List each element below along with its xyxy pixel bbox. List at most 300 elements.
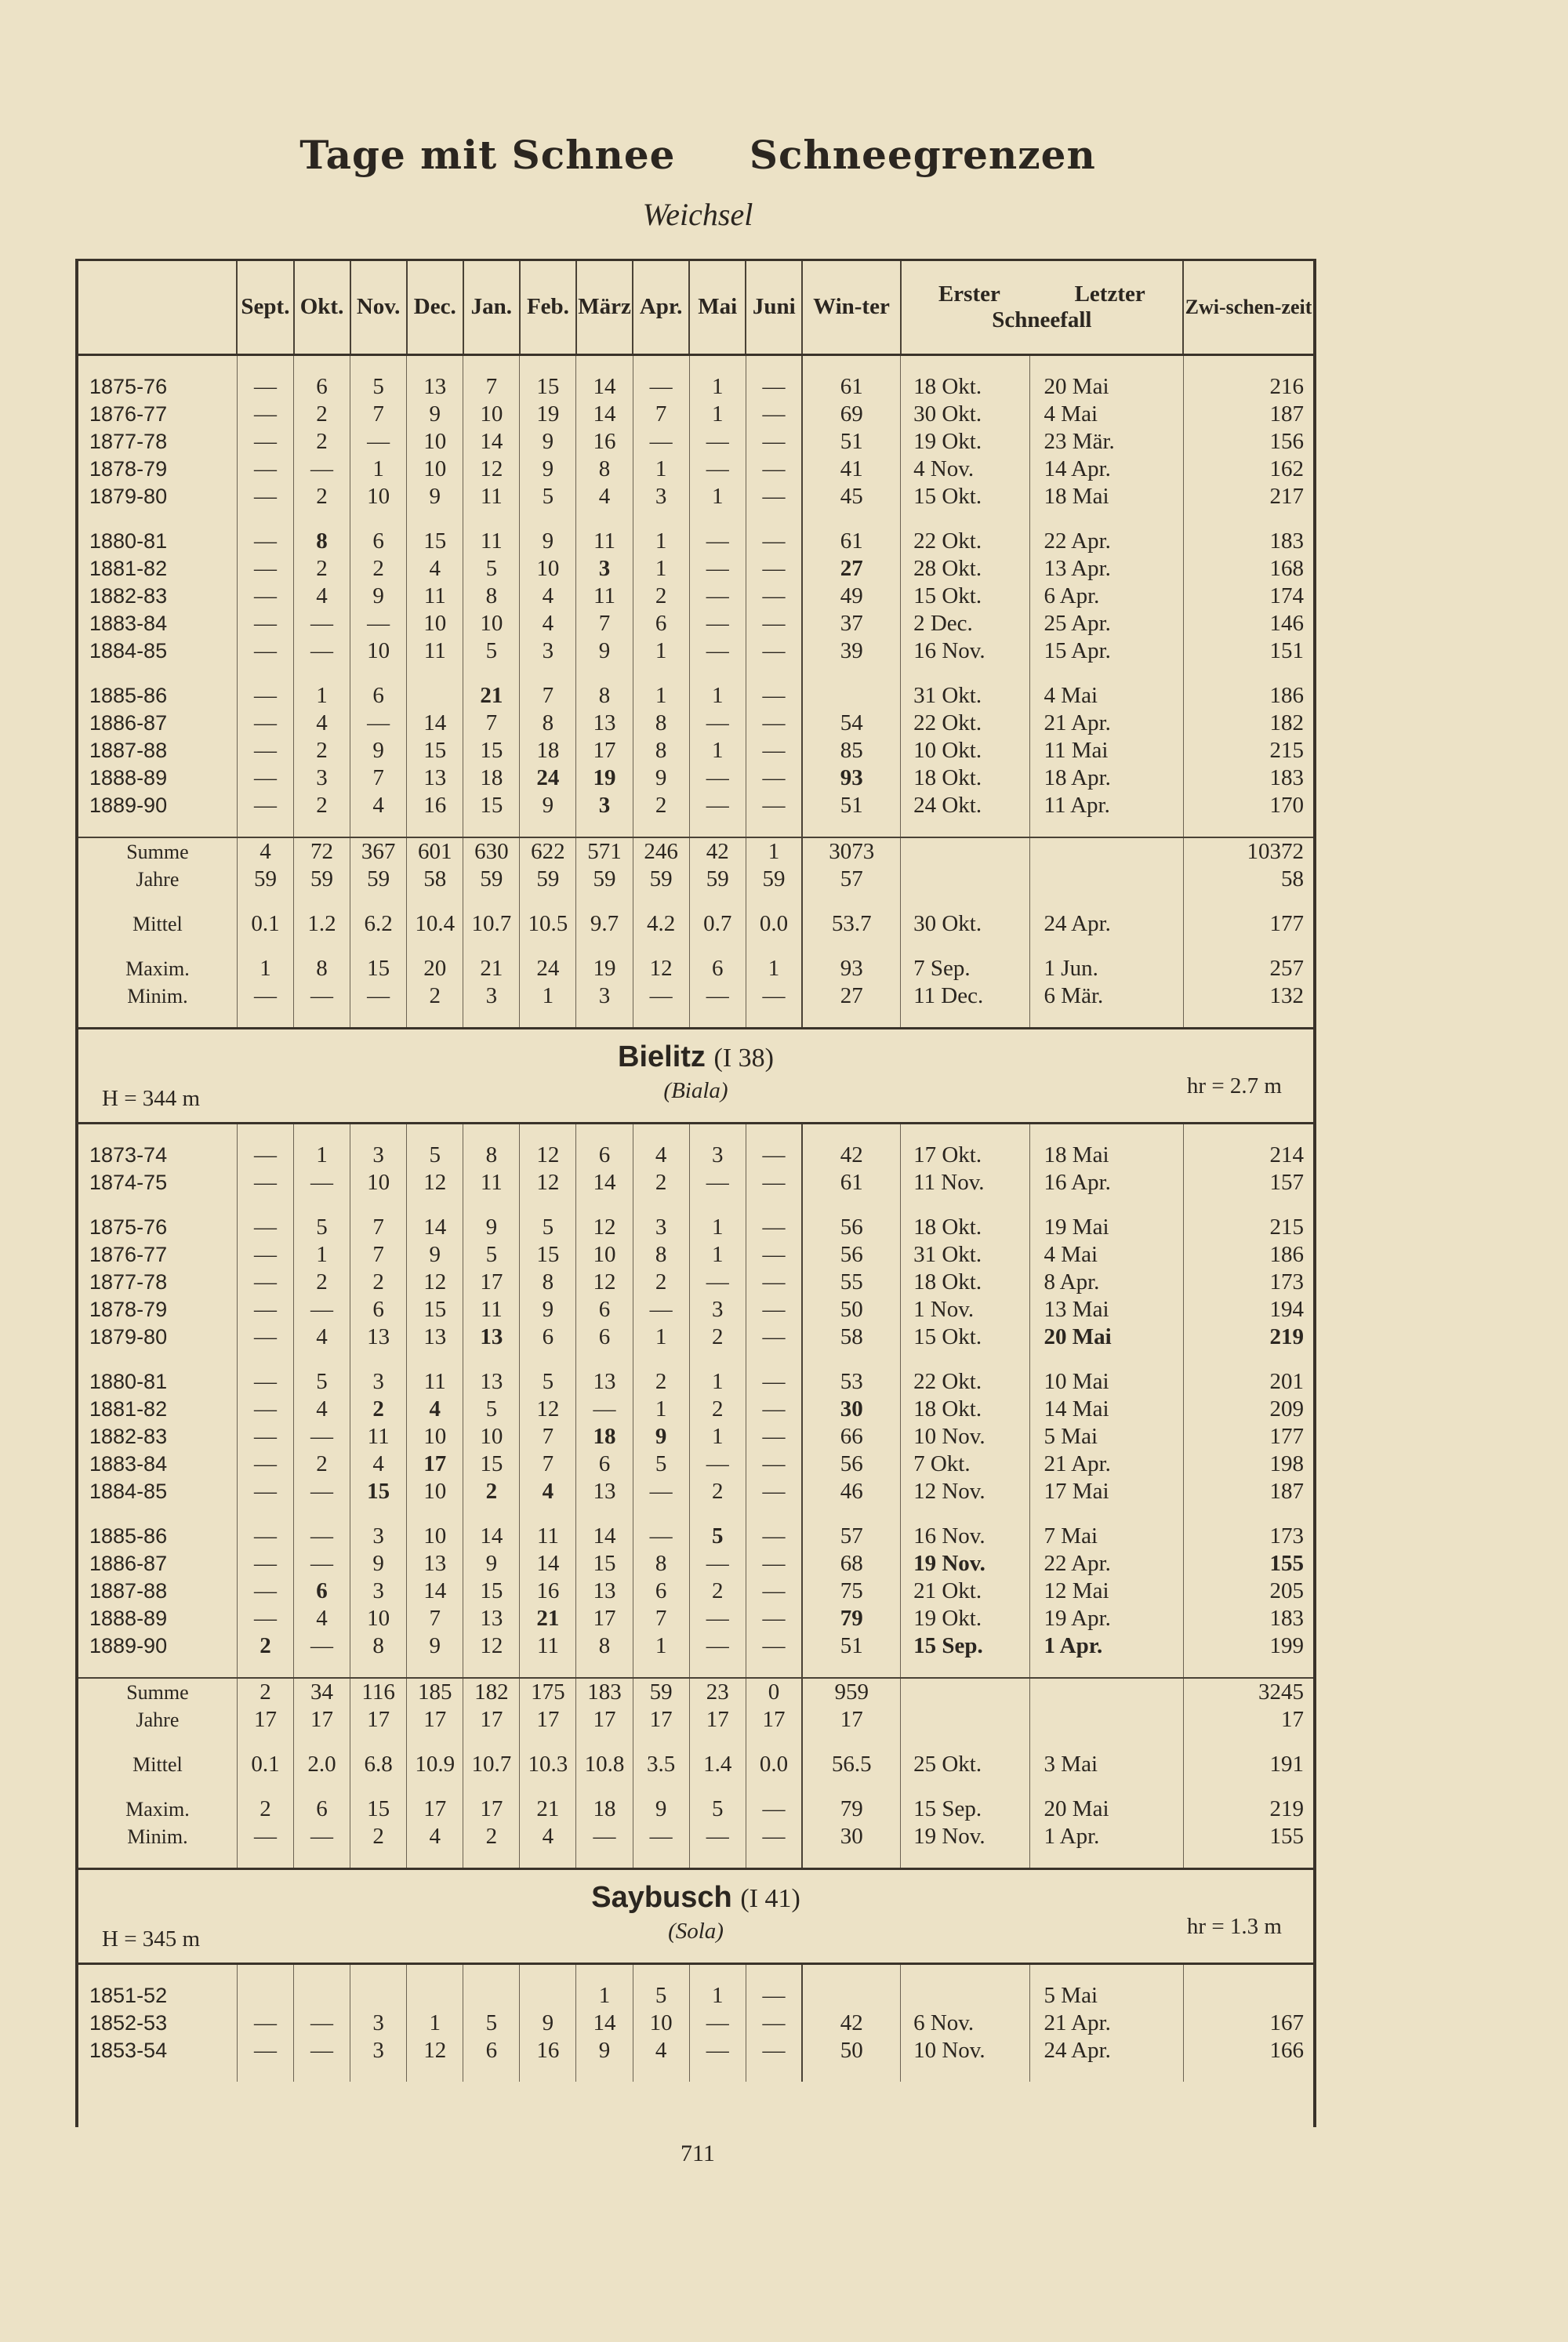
winter-total-cell: 53 bbox=[802, 1368, 900, 1396]
month-cell: 15 bbox=[407, 528, 463, 555]
month-cell: — bbox=[237, 610, 293, 637]
month-cell: 10 bbox=[463, 401, 520, 428]
station-river: (Biala) bbox=[663, 1078, 728, 1103]
month-cell: 21 bbox=[463, 955, 520, 982]
year-label: 1887-88 bbox=[89, 1579, 168, 1603]
month-cell: — bbox=[237, 1368, 293, 1396]
month-cell: 1 bbox=[633, 682, 689, 710]
month-cell: 19 bbox=[520, 401, 576, 428]
month-cell: 10 bbox=[576, 1241, 633, 1269]
winter-total-cell: 46 bbox=[802, 1478, 900, 1505]
month-cell: — bbox=[746, 1632, 802, 1660]
month-cell: 1 bbox=[294, 1142, 350, 1169]
month-cell: — bbox=[237, 401, 293, 428]
month-cell: 7 bbox=[350, 764, 407, 792]
summary-label: Summe bbox=[78, 837, 237, 866]
month-cell: 13 bbox=[576, 1368, 633, 1396]
year-label: 1875-76 bbox=[89, 375, 168, 398]
month-cell: 8 bbox=[633, 1550, 689, 1578]
month-cell: 2 bbox=[350, 1823, 407, 1850]
header-month: Mai bbox=[689, 261, 746, 355]
month-cell: — bbox=[689, 528, 746, 555]
summary-row bbox=[78, 1823, 1313, 1850]
month-cell: 3 bbox=[350, 1523, 407, 1550]
first-snowfall-cell: 22 Okt. bbox=[901, 528, 1029, 555]
month-cell: — bbox=[237, 737, 293, 764]
last-snowfall-cell: 24 Apr. bbox=[1029, 910, 1183, 938]
last-snowfall-cell: 20 Mai bbox=[1029, 373, 1183, 401]
month-cell: 2 bbox=[689, 1324, 746, 1351]
month-cell: 11 bbox=[576, 583, 633, 610]
month-cell: 13 bbox=[407, 764, 463, 792]
month-cell: 5 bbox=[407, 1142, 463, 1169]
summary-row bbox=[78, 955, 1313, 982]
interval-cell: 17 bbox=[1183, 1706, 1313, 1734]
month-cell: — bbox=[746, 1423, 802, 1451]
month-cell: 10 bbox=[350, 637, 407, 665]
month-cell: 13 bbox=[463, 1368, 520, 1396]
month-cell: 9 bbox=[407, 401, 463, 428]
summary-label: Mittel bbox=[132, 912, 183, 935]
month-cell: 3 bbox=[633, 483, 689, 510]
month-cell: 1 bbox=[689, 1214, 746, 1241]
last-snowfall-cell: 6 Mär. bbox=[1029, 982, 1183, 1010]
last-snowfall-cell: 20 Mai bbox=[1029, 1796, 1183, 1823]
month-cell: — bbox=[746, 637, 802, 665]
month-cell: 246 bbox=[633, 837, 689, 866]
winter-total-cell: 17 bbox=[802, 1706, 900, 1734]
month-cell: 571 bbox=[576, 837, 633, 866]
interval-cell: 257 bbox=[1183, 955, 1313, 982]
month-cell: 4 bbox=[633, 1142, 689, 1169]
month-cell: 12 bbox=[407, 1269, 463, 1296]
month-cell: 19 bbox=[576, 764, 633, 792]
month-cell: — bbox=[350, 428, 407, 456]
month-cell: 5 bbox=[633, 1451, 689, 1478]
month-cell: 9 bbox=[407, 1632, 463, 1660]
header-month: Feb. bbox=[520, 261, 576, 355]
month-cell: 6 bbox=[294, 1578, 350, 1605]
month-cell: 1.2 bbox=[294, 910, 350, 938]
station-title: Saybusch bbox=[591, 1881, 732, 1914]
month-cell: 9 bbox=[350, 1550, 407, 1578]
month-cell: 7 bbox=[520, 1423, 576, 1451]
month-cell: 3 bbox=[463, 982, 520, 1010]
interval-cell: 173 bbox=[1183, 1269, 1313, 1296]
first-snowfall-cell: 7 Sep. bbox=[901, 955, 1029, 982]
month-cell: — bbox=[746, 1169, 802, 1196]
interval-cell: 215 bbox=[1183, 737, 1313, 764]
month-cell: — bbox=[746, 737, 802, 764]
month-cell: 6.8 bbox=[350, 1751, 407, 1778]
month-cell: 1 bbox=[689, 737, 746, 764]
winter-total-cell: 41 bbox=[802, 456, 900, 483]
month-cell: 8 bbox=[576, 456, 633, 483]
interval-cell: 219 bbox=[1183, 1324, 1313, 1351]
month-cell: 24 bbox=[520, 955, 576, 982]
year-label: 1886-87 bbox=[89, 1552, 168, 1575]
month-cell: — bbox=[689, 610, 746, 637]
interval-cell: 155 bbox=[1183, 1823, 1313, 1850]
first-snowfall-cell: 10 Nov. bbox=[901, 2037, 1029, 2064]
month-cell: — bbox=[350, 982, 407, 1010]
page-title bbox=[0, 132, 1396, 178]
month-cell: 9 bbox=[350, 737, 407, 764]
month-cell: 1 bbox=[689, 483, 746, 510]
month-cell bbox=[237, 1982, 293, 2010]
winter-total-cell: 75 bbox=[802, 1578, 900, 1605]
month-cell: 23 bbox=[689, 1678, 746, 1706]
month-cell: 13 bbox=[407, 1324, 463, 1351]
month-cell: — bbox=[746, 1241, 802, 1269]
interval-cell: 167 bbox=[1183, 2010, 1313, 2037]
table-row bbox=[78, 637, 1313, 665]
month-cell: 4 bbox=[237, 837, 293, 866]
month-cell: — bbox=[746, 583, 802, 610]
header-erster-label: Erster bbox=[938, 281, 1000, 307]
interval-cell: 132 bbox=[1183, 982, 1313, 1010]
month-cell: 2.0 bbox=[294, 1751, 350, 1778]
table-row bbox=[78, 1241, 1313, 1269]
month-cell: — bbox=[633, 1823, 689, 1850]
month-cell: 4 bbox=[633, 2037, 689, 2064]
month-cell: — bbox=[689, 637, 746, 665]
month-cell: 9 bbox=[520, 428, 576, 456]
month-cell: 14 bbox=[520, 1550, 576, 1578]
winter-total-cell: 79 bbox=[802, 1605, 900, 1632]
title-days-with-snow: Tage mit Schnee bbox=[299, 132, 676, 178]
station-code: (I 41) bbox=[740, 1884, 800, 1913]
month-cell: 8 bbox=[576, 1632, 633, 1660]
last-snowfall-cell: 6 Apr. bbox=[1029, 583, 1183, 610]
table-row bbox=[78, 2037, 1313, 2064]
last-snowfall-cell: 19 Mai bbox=[1029, 1214, 1183, 1241]
month-cell: — bbox=[294, 637, 350, 665]
month-cell: 14 bbox=[407, 1214, 463, 1241]
summary-row bbox=[78, 982, 1313, 1010]
interval-cell: 191 bbox=[1183, 1751, 1313, 1778]
month-cell: 4 bbox=[407, 1396, 463, 1423]
month-cell: 6 bbox=[633, 1578, 689, 1605]
summary-label: Maxim. bbox=[125, 1797, 190, 1821]
last-snowfall-cell: 13 Mai bbox=[1029, 1296, 1183, 1324]
header-month: Nov. bbox=[350, 261, 407, 355]
month-cell: 18 bbox=[576, 1796, 633, 1823]
last-snowfall-cell: 3 Mai bbox=[1029, 1751, 1183, 1778]
year-label: 1884-85 bbox=[89, 639, 168, 663]
month-cell bbox=[520, 1982, 576, 2010]
month-cell: 15 bbox=[350, 955, 407, 982]
last-snowfall-cell: 10 Mai bbox=[1029, 1368, 1183, 1396]
month-cell: 17 bbox=[294, 1706, 350, 1734]
first-snowfall-cell: 1 Nov. bbox=[901, 1296, 1029, 1324]
summary-label: Mittel bbox=[132, 1752, 183, 1776]
month-cell: — bbox=[746, 1324, 802, 1351]
month-cell: 6 bbox=[350, 682, 407, 710]
first-snowfall-cell: 15 Okt. bbox=[901, 1324, 1029, 1351]
winter-total-cell: 42 bbox=[802, 1142, 900, 1169]
last-snowfall-cell: 1 Jun. bbox=[1029, 955, 1183, 982]
month-cell: — bbox=[237, 373, 293, 401]
winter-total-cell: 50 bbox=[802, 2037, 900, 2064]
month-cell: 1 bbox=[689, 682, 746, 710]
month-cell: 12 bbox=[520, 1169, 576, 1196]
header-month: Dec. bbox=[407, 261, 463, 355]
winter-total-cell: 51 bbox=[802, 428, 900, 456]
summary-row bbox=[78, 1678, 1313, 1706]
interval-cell: 151 bbox=[1183, 637, 1313, 665]
winter-total-cell: 30 bbox=[802, 1823, 900, 1850]
month-cell: 1 bbox=[633, 1324, 689, 1351]
first-snowfall-cell: 19 Okt. bbox=[901, 1605, 1029, 1632]
month-cell: — bbox=[689, 2037, 746, 2064]
first-snowfall-cell: 19 Nov. bbox=[901, 1823, 1029, 1850]
interval-cell: 157 bbox=[1183, 1169, 1313, 1196]
first-snowfall-cell: 19 Okt. bbox=[901, 428, 1029, 456]
interval-cell: 177 bbox=[1183, 1423, 1313, 1451]
station-river: (Sola) bbox=[668, 1919, 724, 1944]
month-cell: 11 bbox=[407, 1368, 463, 1396]
snow-data-table bbox=[78, 1124, 1313, 1868]
table-row bbox=[78, 1169, 1313, 1196]
month-cell: — bbox=[294, 1523, 350, 1550]
interval-cell: 173 bbox=[1183, 1523, 1313, 1550]
column-header-row bbox=[78, 261, 1313, 355]
month-cell: 10 bbox=[407, 1423, 463, 1451]
last-snowfall-cell: 18 Mai bbox=[1029, 483, 1183, 510]
month-cell: 3 bbox=[294, 764, 350, 792]
year-label: 1852-53 bbox=[89, 2011, 168, 2035]
month-cell: — bbox=[237, 2010, 293, 2037]
table-row bbox=[78, 1269, 1313, 1296]
summary-row bbox=[78, 1796, 1313, 1823]
summary-label: Minim. bbox=[127, 984, 188, 1008]
year-label: 1879-80 bbox=[89, 1325, 168, 1349]
last-snowfall-cell: 4 Mai bbox=[1029, 1241, 1183, 1269]
month-cell: 0.0 bbox=[746, 910, 802, 938]
month-cell: — bbox=[746, 1550, 802, 1578]
month-cell: — bbox=[237, 1296, 293, 1324]
month-cell: 59 bbox=[520, 866, 576, 893]
month-cell: 5 bbox=[350, 373, 407, 401]
month-cell: 11 bbox=[407, 637, 463, 665]
month-cell: — bbox=[746, 2037, 802, 2064]
first-snowfall-cell: 15 Sep. bbox=[901, 1632, 1029, 1660]
month-cell: 2 bbox=[294, 401, 350, 428]
month-cell: — bbox=[237, 528, 293, 555]
month-cell: 59 bbox=[463, 866, 520, 893]
interval-cell: 156 bbox=[1183, 428, 1313, 456]
interval-cell: 201 bbox=[1183, 1368, 1313, 1396]
summary-label: Jahre bbox=[136, 867, 180, 891]
month-cell: 14 bbox=[407, 1578, 463, 1605]
month-cell: — bbox=[746, 610, 802, 637]
month-cell: 14 bbox=[576, 2010, 633, 2037]
month-cell: 1 bbox=[689, 1423, 746, 1451]
month-cell: 24 bbox=[520, 764, 576, 792]
month-cell: 12 bbox=[407, 1169, 463, 1196]
month-cell: 14 bbox=[576, 1523, 633, 1550]
month-cell: 2 bbox=[350, 1269, 407, 1296]
month-cell: 17 bbox=[350, 1706, 407, 1734]
winter-total-cell: 68 bbox=[802, 1550, 900, 1578]
month-cell: 15 bbox=[350, 1478, 407, 1505]
month-cell: 9 bbox=[633, 764, 689, 792]
month-cell: — bbox=[237, 2037, 293, 2064]
first-snowfall-cell: 11 Dec. bbox=[901, 982, 1029, 1010]
month-cell: 14 bbox=[576, 373, 633, 401]
month-cell: 3 bbox=[576, 792, 633, 819]
month-cell bbox=[294, 1982, 350, 2010]
first-snowfall-cell: 6 Nov. bbox=[901, 2010, 1029, 2037]
month-cell: 10 bbox=[520, 555, 576, 583]
month-cell: — bbox=[689, 1823, 746, 1850]
month-cell: 0.7 bbox=[689, 910, 746, 938]
month-cell: 4 bbox=[350, 792, 407, 819]
station-height: H = 344 m bbox=[102, 1086, 201, 1111]
month-cell: — bbox=[237, 710, 293, 737]
year-label: 1880-81 bbox=[89, 1370, 168, 1393]
station-height: H = 345 m bbox=[102, 1926, 201, 1952]
summary-row bbox=[78, 1706, 1313, 1734]
month-cell: 17 bbox=[520, 1706, 576, 1734]
interval-cell: 170 bbox=[1183, 792, 1313, 819]
table-row bbox=[78, 373, 1313, 401]
month-cell: — bbox=[746, 1368, 802, 1396]
month-cell: 15 bbox=[463, 1451, 520, 1478]
month-cell: 5 bbox=[463, 555, 520, 583]
month-cell: 12 bbox=[407, 2037, 463, 2064]
snow-data-table bbox=[78, 1965, 1313, 2082]
month-cell: 4 bbox=[407, 1823, 463, 1850]
month-cell: 9 bbox=[520, 2010, 576, 2037]
winter-total-cell: 55 bbox=[802, 1269, 900, 1296]
month-cell: 15 bbox=[407, 737, 463, 764]
station-header bbox=[78, 1027, 1313, 1124]
month-cell: 1 bbox=[746, 837, 802, 866]
month-cell: — bbox=[350, 610, 407, 637]
month-cell: 0 bbox=[746, 1678, 802, 1706]
first-snowfall-cell bbox=[901, 1706, 1029, 1734]
interval-cell: 198 bbox=[1183, 1451, 1313, 1478]
month-cell: 2 bbox=[294, 737, 350, 764]
month-cell: 59 bbox=[350, 866, 407, 893]
header-month: Juni bbox=[746, 261, 802, 355]
month-cell: — bbox=[294, 1478, 350, 1505]
month-cell: 4 bbox=[294, 1396, 350, 1423]
month-cell: 17 bbox=[576, 1706, 633, 1734]
month-cell: 17 bbox=[576, 737, 633, 764]
month-cell: 5 bbox=[463, 1396, 520, 1423]
month-cell: 12 bbox=[633, 955, 689, 982]
month-cell: 2 bbox=[350, 555, 407, 583]
month-cell: 4 bbox=[576, 483, 633, 510]
month-cell bbox=[350, 1982, 407, 2010]
table-row bbox=[78, 1605, 1313, 1632]
month-cell: 5 bbox=[520, 483, 576, 510]
year-label: 1853-54 bbox=[89, 2039, 168, 2062]
month-cell: 8 bbox=[520, 710, 576, 737]
winter-total-cell: 93 bbox=[802, 955, 900, 982]
year-label: 1885-86 bbox=[89, 1524, 168, 1548]
month-cell: 2 bbox=[237, 1678, 293, 1706]
last-snowfall-cell: 20 Mai bbox=[1029, 1324, 1183, 1351]
month-cell: — bbox=[746, 764, 802, 792]
month-cell: 15 bbox=[576, 1550, 633, 1578]
month-cell: 10.7 bbox=[463, 910, 520, 938]
table-row bbox=[78, 1396, 1313, 1423]
interval-cell: 194 bbox=[1183, 1296, 1313, 1324]
year-label: 1875-76 bbox=[89, 1215, 168, 1239]
month-cell: — bbox=[237, 583, 293, 610]
header-zwischenzeit: Zwi-schen-zeit bbox=[1183, 261, 1313, 355]
last-snowfall-cell: 21 Apr. bbox=[1029, 2010, 1183, 2037]
last-snowfall-cell bbox=[1029, 1706, 1183, 1734]
year-label: 1878-79 bbox=[89, 1298, 168, 1321]
winter-total-cell: 56 bbox=[802, 1451, 900, 1478]
month-cell: 3 bbox=[350, 2037, 407, 2064]
month-cell: 9 bbox=[407, 483, 463, 510]
month-cell: 7 bbox=[463, 710, 520, 737]
month-cell: 0.1 bbox=[237, 910, 293, 938]
month-cell: — bbox=[746, 1605, 802, 1632]
table-row bbox=[78, 1550, 1313, 1578]
month-cell: 7 bbox=[350, 401, 407, 428]
month-cell: 2 bbox=[689, 1396, 746, 1423]
month-cell: 16 bbox=[576, 428, 633, 456]
month-cell: 13 bbox=[350, 1324, 407, 1351]
month-cell: — bbox=[746, 1823, 802, 1850]
month-cell: 13 bbox=[576, 1478, 633, 1505]
table-row bbox=[78, 1296, 1313, 1324]
winter-total-cell: 50 bbox=[802, 1296, 900, 1324]
month-cell: 3 bbox=[576, 982, 633, 1010]
month-cell: 12 bbox=[463, 456, 520, 483]
winter-total-cell: 53.7 bbox=[802, 910, 900, 938]
month-cell: 6 bbox=[350, 1296, 407, 1324]
month-cell: 183 bbox=[576, 1678, 633, 1706]
month-cell: 11 bbox=[463, 528, 520, 555]
month-cell: 11 bbox=[407, 583, 463, 610]
winter-total-cell: 61 bbox=[802, 528, 900, 555]
month-cell: — bbox=[746, 428, 802, 456]
month-cell: 3 bbox=[576, 555, 633, 583]
month-cell: 7 bbox=[350, 1214, 407, 1241]
header-table bbox=[78, 261, 1313, 356]
last-snowfall-cell bbox=[1029, 837, 1183, 866]
last-snowfall-cell: 1 Apr. bbox=[1029, 1823, 1183, 1850]
month-cell: 5 bbox=[633, 1982, 689, 2010]
station-title: Bielitz bbox=[618, 1040, 706, 1073]
table-row bbox=[78, 1423, 1313, 1451]
month-cell: 7 bbox=[633, 401, 689, 428]
table-row bbox=[78, 528, 1313, 555]
month-cell: — bbox=[237, 764, 293, 792]
month-cell: 1 bbox=[633, 1632, 689, 1660]
winter-total-cell: 42 bbox=[802, 2010, 900, 2037]
interval-cell: 58 bbox=[1183, 866, 1313, 893]
month-cell: 6 bbox=[520, 1324, 576, 1351]
month-cell: 367 bbox=[350, 837, 407, 866]
month-cell: — bbox=[746, 401, 802, 428]
interval-cell: 166 bbox=[1183, 2037, 1313, 2064]
station-rain-gauge-height: hr = 2.7 m bbox=[1186, 1073, 1282, 1098]
last-snowfall-cell: 4 Mai bbox=[1029, 401, 1183, 428]
month-cell: — bbox=[237, 1241, 293, 1269]
month-cell: 10.4 bbox=[407, 910, 463, 938]
interval-cell: 187 bbox=[1183, 1478, 1313, 1505]
month-cell: 2 bbox=[689, 1578, 746, 1605]
